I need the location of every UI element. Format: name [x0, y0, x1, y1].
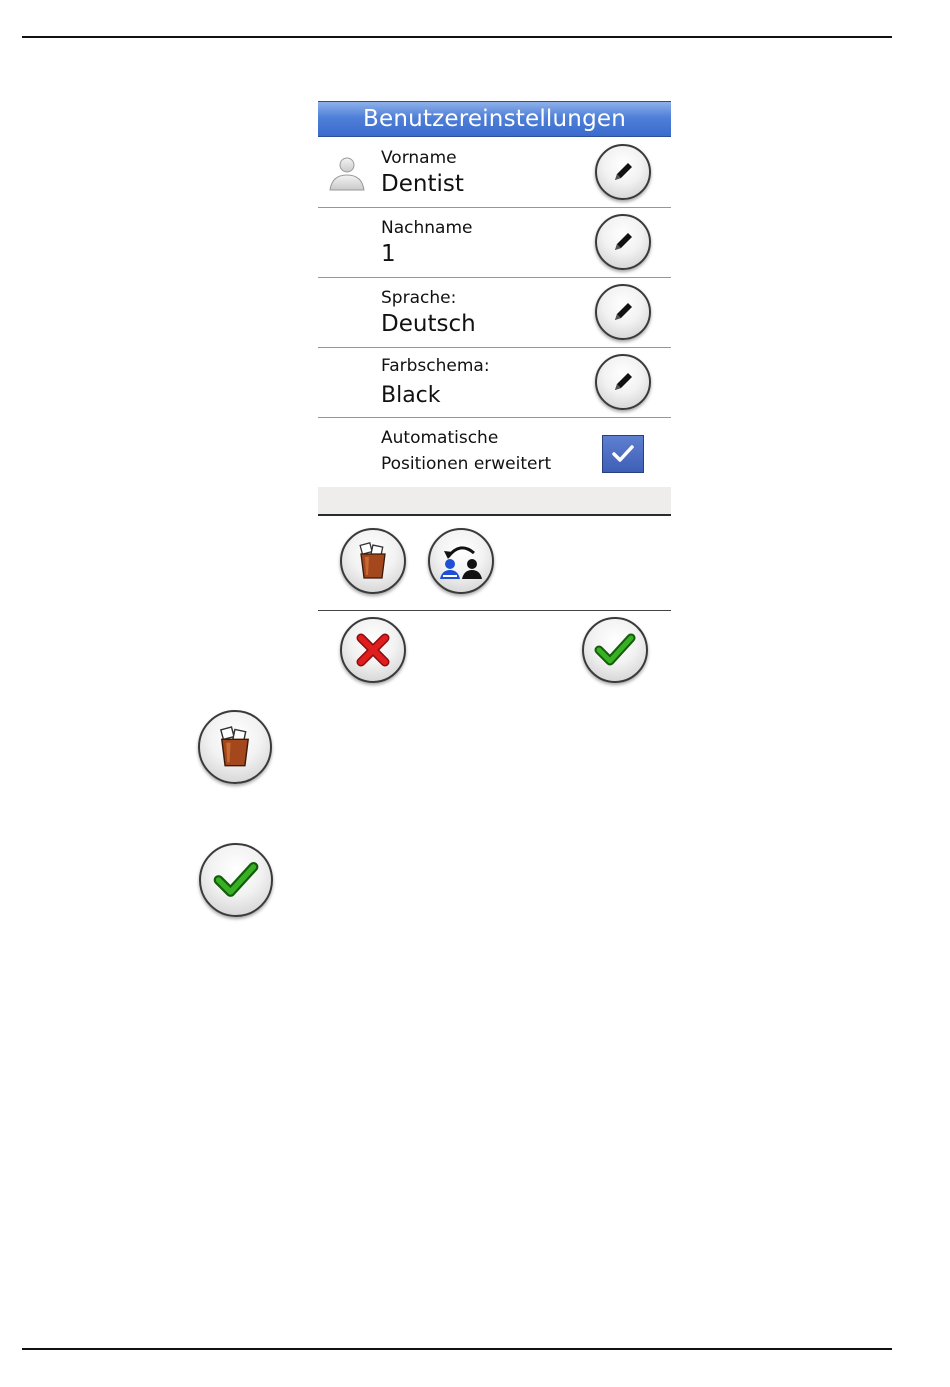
auto-positions-label-line2: Positionen erweitert — [381, 454, 552, 474]
title-bar: Benutzereinstellungen — [318, 101, 671, 137]
cancel-icon — [353, 630, 393, 670]
cancel-button[interactable] — [340, 617, 406, 683]
pencil-icon — [608, 297, 638, 327]
first-name-label: Vorname — [381, 148, 457, 168]
edit-last-name-button[interactable] — [595, 214, 651, 270]
last-name-value: 1 — [381, 241, 396, 267]
switch-user-button[interactable] — [428, 528, 494, 594]
row-first-name — [318, 138, 671, 208]
row-language — [318, 278, 671, 348]
first-name-value: Dentist — [381, 171, 464, 197]
color-scheme-value: Black — [381, 383, 441, 408]
confirm-icon — [212, 858, 260, 902]
user-settings-panel — [318, 101, 671, 686]
edit-color-scheme-button[interactable] — [595, 354, 651, 410]
language-label: Sprache: — [381, 288, 457, 308]
spacer-bar — [318, 487, 671, 516]
edit-language-button[interactable] — [595, 284, 651, 340]
row-auto-positions — [318, 418, 671, 488]
row-last-name — [318, 208, 671, 278]
last-name-label: Nachname — [381, 218, 473, 238]
user-avatar-icon — [327, 156, 367, 192]
pencil-icon — [608, 227, 638, 257]
color-scheme-label: Farbschema: — [381, 356, 490, 376]
pencil-icon — [608, 157, 638, 187]
cup-icon — [215, 725, 255, 769]
auto-positions-checkbox[interactable] — [602, 435, 644, 473]
page-top-rule — [22, 36, 892, 38]
row-color-scheme — [318, 348, 671, 418]
page-bottom-rule — [22, 1348, 892, 1350]
legend-confirm-button — [199, 843, 273, 917]
pencil-icon — [608, 367, 638, 397]
language-value: Deutsch — [381, 311, 476, 337]
confirm-icon — [593, 630, 637, 670]
legend-cup-button — [198, 710, 272, 784]
confirm-button[interactable] — [582, 617, 648, 683]
cup-button[interactable] — [340, 528, 406, 594]
checkmark-icon — [611, 444, 635, 464]
cup-icon — [355, 541, 391, 581]
footer-divider — [318, 610, 671, 611]
switch-user-icon — [436, 539, 486, 583]
edit-first-name-button[interactable] — [595, 144, 651, 200]
auto-positions-label-line1: Automatische — [381, 428, 499, 448]
